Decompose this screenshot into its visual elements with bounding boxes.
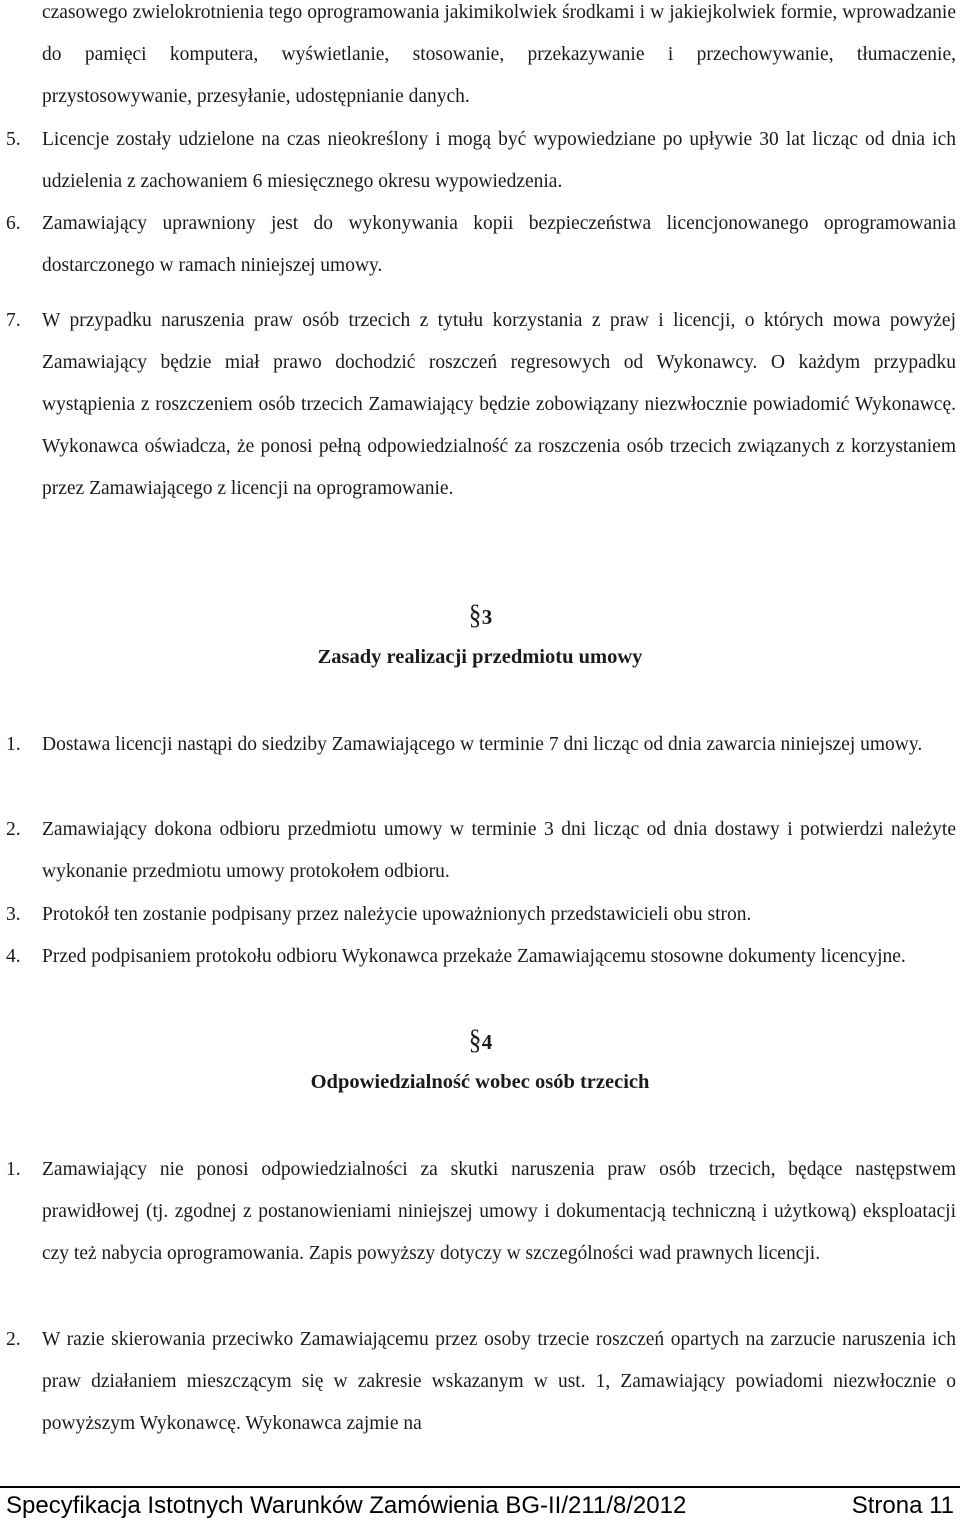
list-item	[6, 1149, 956, 1275]
list-item-text: Zamawiający nie ponosi odpowiedzialności za skutki naruszenia praw osób trzecich, będące następstwem prawidłowej (tj. zgodnej z postanowieniami niniejszej umowy i dokumentacją techniczną i użytkową) eksploatacji czy też nabycia oprogramowania. Zapis powyższy dotyczy w szczególności wad prawnych licencji.	[42, 1159, 956, 1264]
list-item	[6, 809, 956, 893]
section-heading-number	[0, 1025, 960, 1057]
list-item-text: W razie skierowania przeciwko Zamawiającemu przez osoby trzecie roszczeń opartych na zarzucie naruszenia ich praw działaniem mieszczącym się w zakresie wskazanym w ust. 1, Zamawiający powiadomi niezwłocznie o powyższym Wykonawcę. Wykonawca zajmie na	[42, 1329, 956, 1434]
list-item-text: Licencje zostały udzielone na czas nieokreślony i mogą być wypowiedziane po upływie 30 lat licząc od dnia ich udzielenia z zachowaniem 6 miesięcznego okresu wypowiedzenia.	[42, 129, 956, 192]
list-item-number: 1.	[6, 734, 21, 755]
list-item-text: Przed podpisaniem protokołu odbioru Wykonawca przekaże Zamawiającemu stosowne dokumenty licencyjne.	[42, 946, 906, 967]
section-heading-number	[0, 600, 960, 632]
list-item-number: 5.	[6, 129, 21, 150]
list-item-number: 2.	[6, 819, 21, 840]
list-item	[6, 1319, 956, 1445]
list-item-text: Zamawiający dokona odbioru przedmiotu umowy w terminie 3 dni licząc od dnia dostawy i potwierdzi należyte wykonanie przedmiotu umowy protokołem odbioru.	[42, 819, 956, 882]
list-item	[6, 724, 956, 766]
list-item	[6, 894, 956, 936]
section-number: 4	[481, 1030, 493, 1054]
list-item-text: Protokół ten zostanie podpisany przez należycie upoważnionych przedstawicieli obu stron.	[42, 904, 752, 925]
list-item-text: Zamawiający uprawniony jest do wykonywania kopii bezpieczeństwa licencjonowanego oprogramowania dostarczonego w ramach niniejszej umowy.	[42, 213, 956, 276]
section-symbol: §	[468, 600, 482, 631]
list-item-number: 7.	[6, 310, 21, 331]
list-item-number: 1.	[6, 1159, 21, 1180]
list-item	[6, 119, 956, 203]
footer-divider	[0, 1486, 960, 1488]
list-item	[6, 203, 956, 287]
continued-paragraph: czasowego zwielokrotnienia tego oprogramowania jakimikolwiek środkami i w jakiejkolwiek formie, wprowadzanie do pamięci komputera, wyświetlanie, stosowanie, przekazywanie i przechowywanie, tłumaczenie, przystosowywanie, przesyłanie, udostępnianie danych.	[42, 2, 956, 107]
list-item-number: 4.	[6, 946, 21, 967]
list-item	[6, 936, 956, 978]
list-item-number: 6.	[6, 213, 21, 234]
list-item	[6, 300, 956, 510]
list-item-number: 2.	[6, 1329, 21, 1350]
section-number: 3	[481, 605, 493, 629]
page-footer	[6, 1492, 954, 1520]
list-item-number: 3.	[6, 904, 21, 925]
list-item-text: W przypadku naruszenia praw osób trzecich z tytułu korzystania z praw i licencji, o których mowa powyżej Zamawiający będzie miał prawo dochodzić roszczeń regresowych od Wykonawcy. O każdym przypadku wystąpienia z roszczeniem osób trzecich Zamawiający będzie zobowiązany niezwłocznie powiadomić Wykonawcę. Wykonawca oświadcza, że ponosi pełną odpowiedzialność za roszczenia osób trzecich związanych z korzystaniem przez Zamawiającego z licencji na oprogramowanie.	[42, 310, 956, 499]
section-symbol: §	[468, 1025, 482, 1056]
list-item-text: Dostawa licencji nastąpi do siedziby Zamawiającego w terminie 7 dni licząc od dnia zawarcia niniejszej umowy.	[42, 734, 923, 755]
footer-document-title: Specyfikacja Istotnych Warunków Zamówienia BG-II/211/8/2012	[6, 1492, 687, 1519]
section-title: Zasady realizacji przedmiotu umowy	[317, 646, 643, 668]
section-title: Odpowiedzialność wobec osób trzecich	[310, 1071, 650, 1093]
footer-page-number: Strona 11	[851, 1492, 954, 1519]
